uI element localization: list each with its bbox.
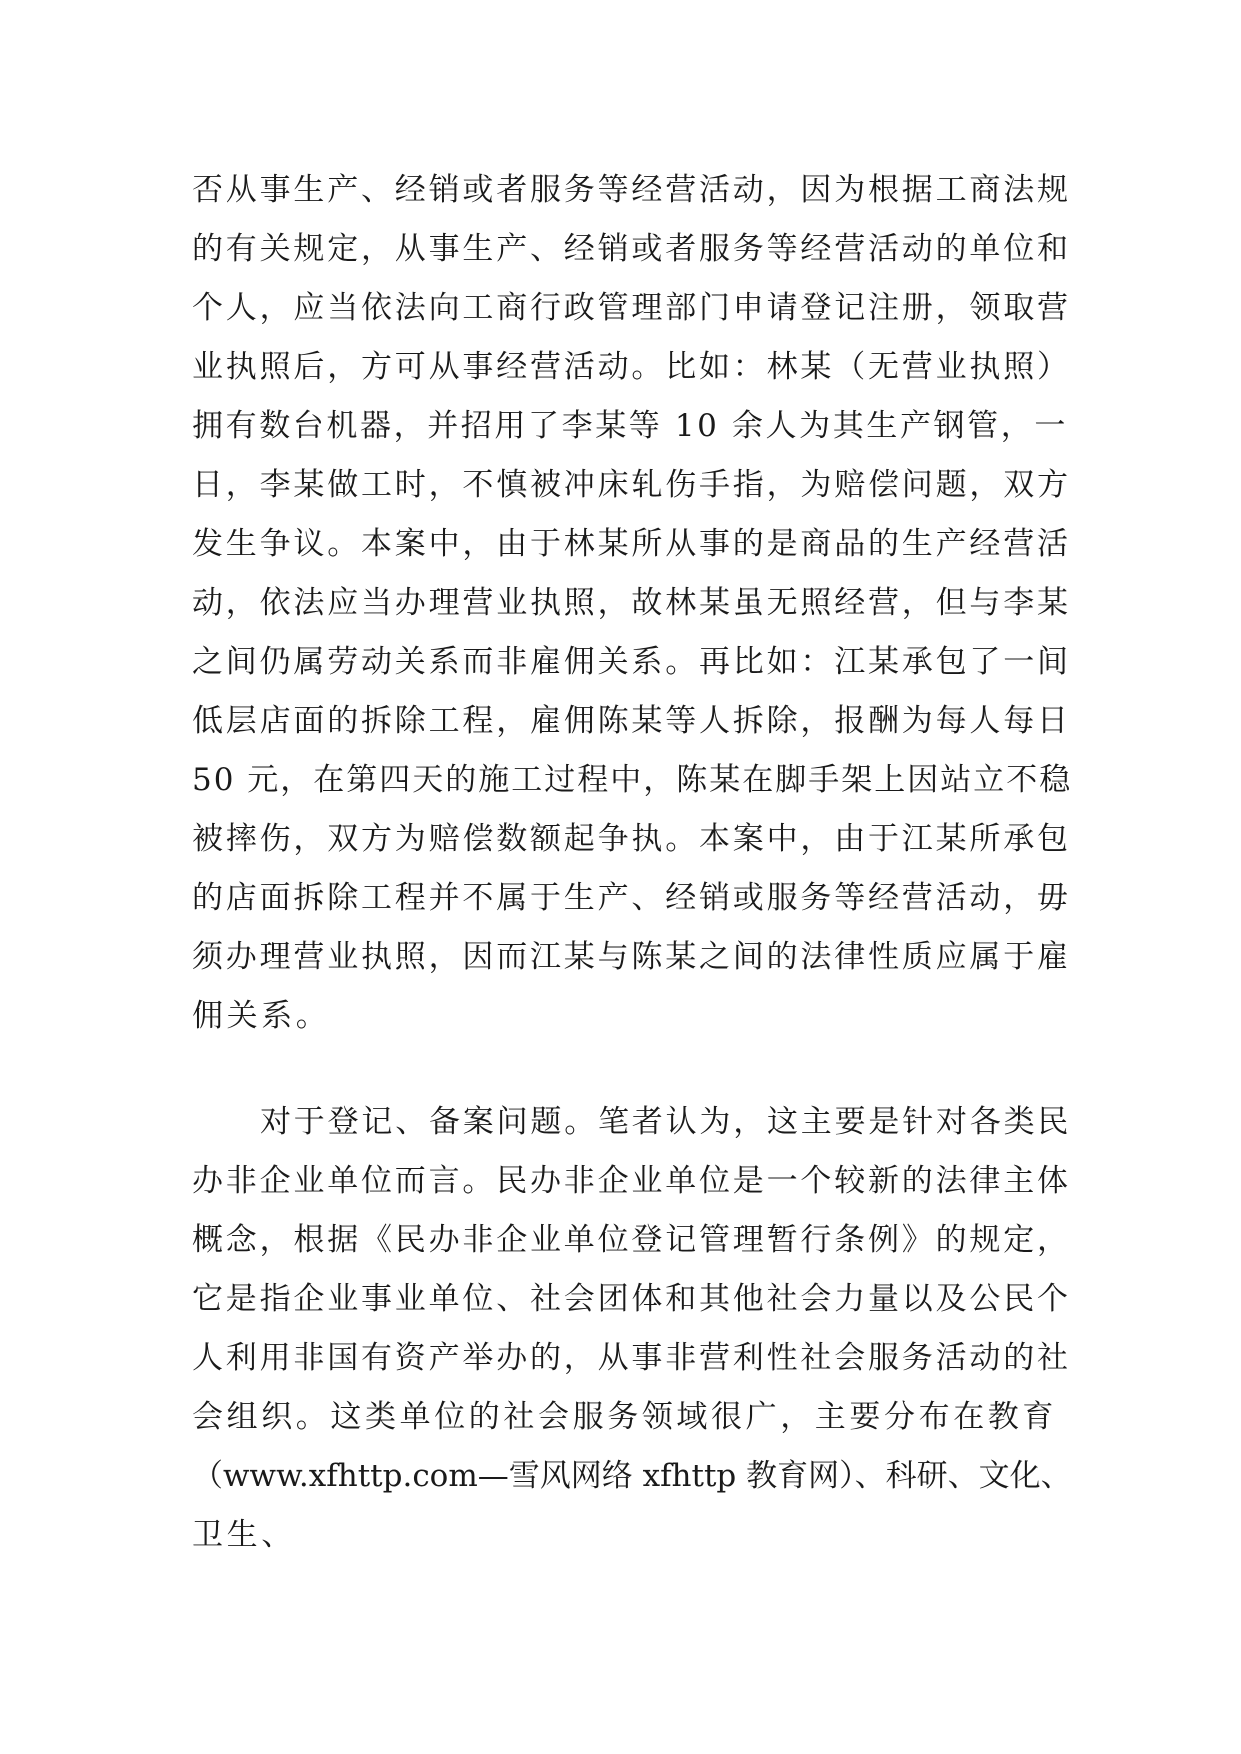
paragraph-line: 发生争议。本案中，由于林某所从事的是商品的生产经营活 xyxy=(192,526,1071,562)
paragraph-line: （www.xfhttp.com—雪风网络 xfhttp 教育网）、科研、文化、 xyxy=(192,1458,1072,1494)
paragraph-line: 概念，根据《民办非企业单位登记管理暂行条例》的规定， xyxy=(192,1222,1071,1258)
paragraph-line: 被摔伤，双方为赔偿数额起争执。本案中，由于江某所承包 xyxy=(192,821,1071,857)
paragraph-line: 低层店面的拆除工程，雇佣陈某等人拆除，报酬为每人每日 xyxy=(192,703,1071,739)
paragraph-line: 的有关规定，从事生产、经销或者服务等经营活动的单位和 xyxy=(192,231,1071,267)
paragraph-line: 人利用非国有资产举办的，从事非营利性社会服务活动的社 xyxy=(192,1340,1071,1376)
paragraph-line: 之间仍属劳动关系而非雇佣关系。再比如：江某承包了一间 xyxy=(192,644,1071,680)
paragraph-line: 动，依法应当办理营业执照，故林某虽无照经营，但与李某 xyxy=(192,585,1071,621)
paragraph-line: 对于登记、备案问题。笔者认为，这主要是针对各类民 xyxy=(260,1104,1072,1140)
paragraph-line: 的店面拆除工程并不属于生产、经销或服务等经营活动，毋 xyxy=(192,880,1071,916)
paragraph-line: 否从事生产、经销或者服务等经营活动，因为根据工商法规 xyxy=(192,172,1071,208)
paragraph-line: 会组织。这类单位的社会服务领域很广，主要分布在教育 xyxy=(192,1399,1057,1435)
paragraph-1 xyxy=(192,161,1072,1046)
paragraph-line: 佣关系。 xyxy=(192,998,331,1034)
paragraph-2 xyxy=(192,1093,1072,1565)
paragraph-line: 拥有数台机器，并招用了李某等 10 余人为其生产钢管，一 xyxy=(192,408,1068,444)
paragraph-line: 办非企业单位而言。民办非企业单位是一个较新的法律主体 xyxy=(192,1163,1071,1199)
paragraph-line: 日，李某做工时，不慎被冲床轧伤手指，为赔偿问题，双方 xyxy=(192,467,1071,503)
paragraph-line: 50 元，在第四天的施工过程中，陈某在脚手架上因站立不稳 xyxy=(192,762,1073,798)
paragraph-line: 业执照后，方可从事经营活动。比如：林某（无营业执照） xyxy=(192,349,1071,385)
paragraph-line: 它是指企业事业单位、社会团体和其他社会力量以及公民个 xyxy=(192,1281,1071,1317)
paragraph-line: 个人，应当依法向工商行政管理部门申请登记注册，领取营 xyxy=(192,290,1071,326)
paragraph-line: 卫生、 xyxy=(192,1517,296,1553)
paragraph-line: 须办理营业执照，因而江某与陈某之间的法律性质应属于雇 xyxy=(192,939,1071,975)
